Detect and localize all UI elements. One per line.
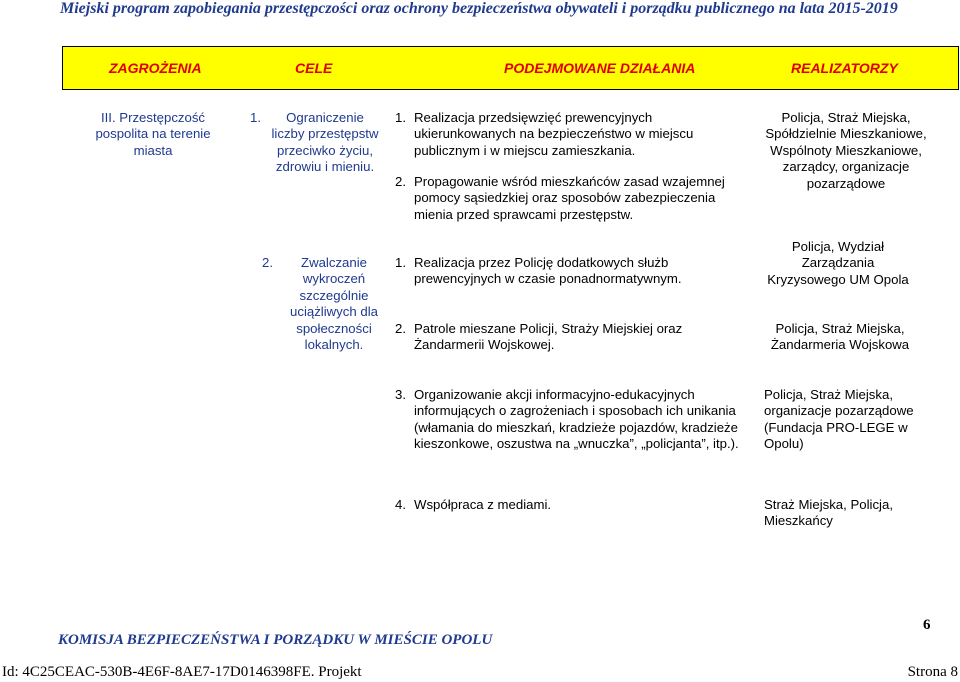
action-item [395, 110, 740, 159]
header-actions: PODEJMOWANE DZIAŁANIA [504, 60, 696, 76]
table-header [62, 46, 959, 90]
action-text: Realizacja przez Policję dodatkowych służb prewencyjnych w czasie ponadnormatywnym. [414, 255, 682, 287]
footer-commission: KOMISJA BEZPIECZEŃSTWA I PORZĄDKU W MIEŚCIE OPOLU [58, 632, 493, 648]
page-number: 6 [923, 617, 931, 633]
action-item [395, 321, 740, 354]
executor-cell: Policja, Straż Miejska, Spółdzielnie Mieszkaniowe, Wspólnoty Mieszkaniowe, zarządcy, organizacje pozarządowe [765, 110, 927, 191]
action-number: 1. [395, 110, 406, 125]
goal-item [250, 110, 390, 176]
action-text: Realizacja przedsięwzięć prewencyjnych ukierunkowanych na bezpieczeństwo w miejscu publicznym i w miejscu zamieszkania. [414, 110, 694, 158]
action-number: 3. [395, 387, 406, 402]
action-text: Patrole mieszane Policji, Straży Miejskiej oraz Żandarmerii Wojskowej. [414, 321, 683, 353]
action-number: 4. [395, 497, 406, 512]
action-number: 2. [395, 174, 406, 189]
threat-cell: III. Przestępczość pospolita na terenie miasta [95, 110, 211, 158]
page-label: Strona 8 [907, 664, 958, 680]
action-item [395, 255, 740, 288]
document-title: Miejski program zapobiegania przestępczości oraz ochrony bezpieczeństwa obywateli i porządku publicznego na lata 2015-2019 [60, 0, 898, 17]
action-number: 1. [395, 255, 406, 270]
goal-text: Zwalczanie wykroczeń szczególnie uciążliwych dla społeczności lokalnych. [290, 255, 378, 353]
goal-number: 2. [262, 255, 273, 270]
header-executors: REALIZATORZY [791, 60, 898, 76]
action-text: Propagowanie wśród mieszkańców zasad wzajemnej pomocy sąsiedzkiej oraz sposobów zabezpieczenia mienia przed sprawcami przestępstw. [414, 174, 725, 222]
header-goals: CELE [295, 60, 333, 76]
action-text: Współpraca z mediami. [414, 497, 552, 512]
document-id: Id: 4C25CEAC-530B-4E6F-8AE7-17D0146398FE. Projekt [2, 664, 362, 680]
executor-cell: Policja, Wydział Zarządzania Kryzysowego UM Opola [767, 239, 909, 287]
executor-cell: Policja, Straż Miejska, organizacje pozarządowe (Fundacja PRO-LEGE w Opolu) [764, 387, 914, 452]
executor-cell: Straż Miejska, Policja, Mieszkańcy [764, 497, 893, 529]
action-text: Organizowanie akcji informacyjno-edukacyjnych informujących o zagrożeniach i sposobach ich unikania (włamania do mieszkań, kradzieże pojazdów, kradzieże kieszonkowe, oszustwa na „wnuczka”, „policjanta”, itp.). [414, 387, 739, 452]
goal-item [262, 255, 392, 353]
goal-text: Ograniczenie liczby przestępstw przeciwko życiu, zdrowiu i mieniu. [271, 110, 379, 175]
action-item [395, 174, 740, 223]
goal-number: 1. [250, 110, 261, 125]
action-number: 2. [395, 321, 406, 336]
header-threats: ZAGROŻENIA [109, 60, 202, 76]
executor-cell: Policja, Straż Miejska, Żandarmeria Wojskowa [770, 321, 910, 353]
action-item [395, 497, 740, 513]
action-item [395, 387, 755, 453]
